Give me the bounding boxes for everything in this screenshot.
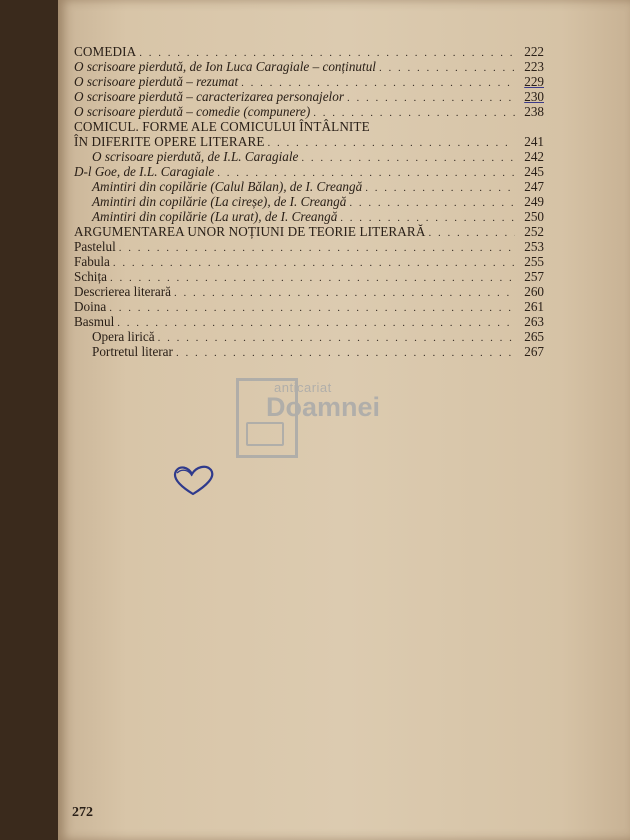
dot-leader <box>301 151 515 166</box>
toc-page: 250 <box>524 209 544 224</box>
dot-leader <box>119 241 515 256</box>
toc-page: 242 <box>524 149 544 164</box>
toc-label: Doina <box>74 299 107 314</box>
toc-row <box>74 89 544 104</box>
toc-label: Opera lirică <box>92 329 155 344</box>
dot-leader <box>109 301 515 316</box>
toc-row <box>74 254 544 269</box>
toc-row <box>74 119 544 134</box>
toc-page: 263 <box>524 314 544 329</box>
toc-label: Amintiri din copilărie (La urat), de I. Creangă <box>92 209 338 224</box>
watermark-small-text: anticariat <box>274 380 332 395</box>
toc-label: Fabula <box>74 254 110 269</box>
toc-row <box>74 59 544 74</box>
toc-label: Amintiri din copilărie (La cireșe), de I. Creangă <box>92 194 347 209</box>
toc-row <box>74 344 544 359</box>
toc-row <box>74 74 544 89</box>
toc-label: Amintiri din copilărie (Calul Bălan), de I. Creangă <box>92 179 363 194</box>
toc-row <box>74 44 544 59</box>
toc-row <box>74 164 544 179</box>
dot-leader <box>268 136 515 151</box>
toc-page: 261 <box>524 299 544 314</box>
toc-page: 230 <box>524 89 544 104</box>
watermark-big-text: Doamnei <box>266 392 381 422</box>
toc-label: O scrisoare pierdută – rezumat <box>74 74 239 89</box>
dot-leader <box>113 256 515 271</box>
toc-page: 245 <box>524 164 544 179</box>
toc-label: O scrisoare pierdută, de I.L. Caragiale <box>92 149 299 164</box>
toc-label: Basmul <box>74 314 115 329</box>
book-stack-icon <box>246 422 284 446</box>
toc-label: COMEDIA <box>74 44 137 59</box>
toc-row <box>74 224 544 239</box>
toc-row <box>74 329 544 344</box>
dot-leader <box>379 61 515 76</box>
toc-row <box>74 209 544 224</box>
toc-page: 265 <box>524 329 544 344</box>
toc-page: 267 <box>524 344 544 359</box>
toc-page: 249 <box>524 194 544 209</box>
toc-page: 222 <box>524 44 544 59</box>
toc-row <box>74 239 544 254</box>
page-number: 272 <box>72 805 93 820</box>
toc-label: ARGUMENTAREA UNOR NOȚIUNI DE TEORIE LITERARĂ <box>74 224 426 239</box>
toc-row <box>74 179 544 194</box>
table-of-contents <box>74 44 544 359</box>
toc-label: COMICUL. FORME ALE COMICULUI ÎNTÂLNITE <box>74 119 370 134</box>
toc-page: 260 <box>524 284 544 299</box>
toc-label: Pastelul <box>74 239 116 254</box>
dot-leader <box>174 286 515 301</box>
toc-row <box>74 104 544 119</box>
toc-page: 253 <box>524 239 544 254</box>
dot-leader <box>347 91 515 106</box>
toc-row <box>74 284 544 299</box>
toc-label: Portretul literar <box>92 344 173 359</box>
hand-drawn-heart-icon <box>170 464 216 498</box>
toc-row <box>74 314 544 329</box>
toc-label: D-l Goe, de I.L. Caragiale <box>74 164 215 179</box>
toc-label: O scrisoare pierdută – caracterizarea personajelor <box>74 89 344 104</box>
toc-page: 238 <box>524 104 544 119</box>
toc-page: 247 <box>524 179 544 194</box>
toc-page: 241 <box>524 134 544 149</box>
dot-leader <box>365 181 515 196</box>
toc-row <box>74 269 544 284</box>
toc-row <box>74 194 544 209</box>
toc-label: ÎN DIFERITE OPERE LITERARE <box>74 134 265 149</box>
toc-page: 229 <box>524 74 544 89</box>
toc-page: 255 <box>524 254 544 269</box>
dot-leader <box>428 226 515 241</box>
dot-leader <box>117 316 515 331</box>
toc-page: 223 <box>524 59 544 74</box>
toc-row <box>74 299 544 314</box>
toc-label: Schița <box>74 269 107 284</box>
toc-page: 252 <box>524 224 544 239</box>
watermark-logo <box>236 378 416 462</box>
toc-label: O scrisoare pierdută, de Ion Luca Caragiale – conținutul <box>74 59 376 74</box>
dot-leader <box>176 346 515 361</box>
toc-label: Descrierea literară <box>74 284 172 299</box>
toc-row <box>74 134 544 149</box>
dot-leader <box>158 331 515 346</box>
dot-leader <box>349 196 515 211</box>
toc-label: O scrisoare pierdută – comedie (compunere) <box>74 104 311 119</box>
toc-page: 257 <box>524 269 544 284</box>
toc-row <box>74 149 544 164</box>
